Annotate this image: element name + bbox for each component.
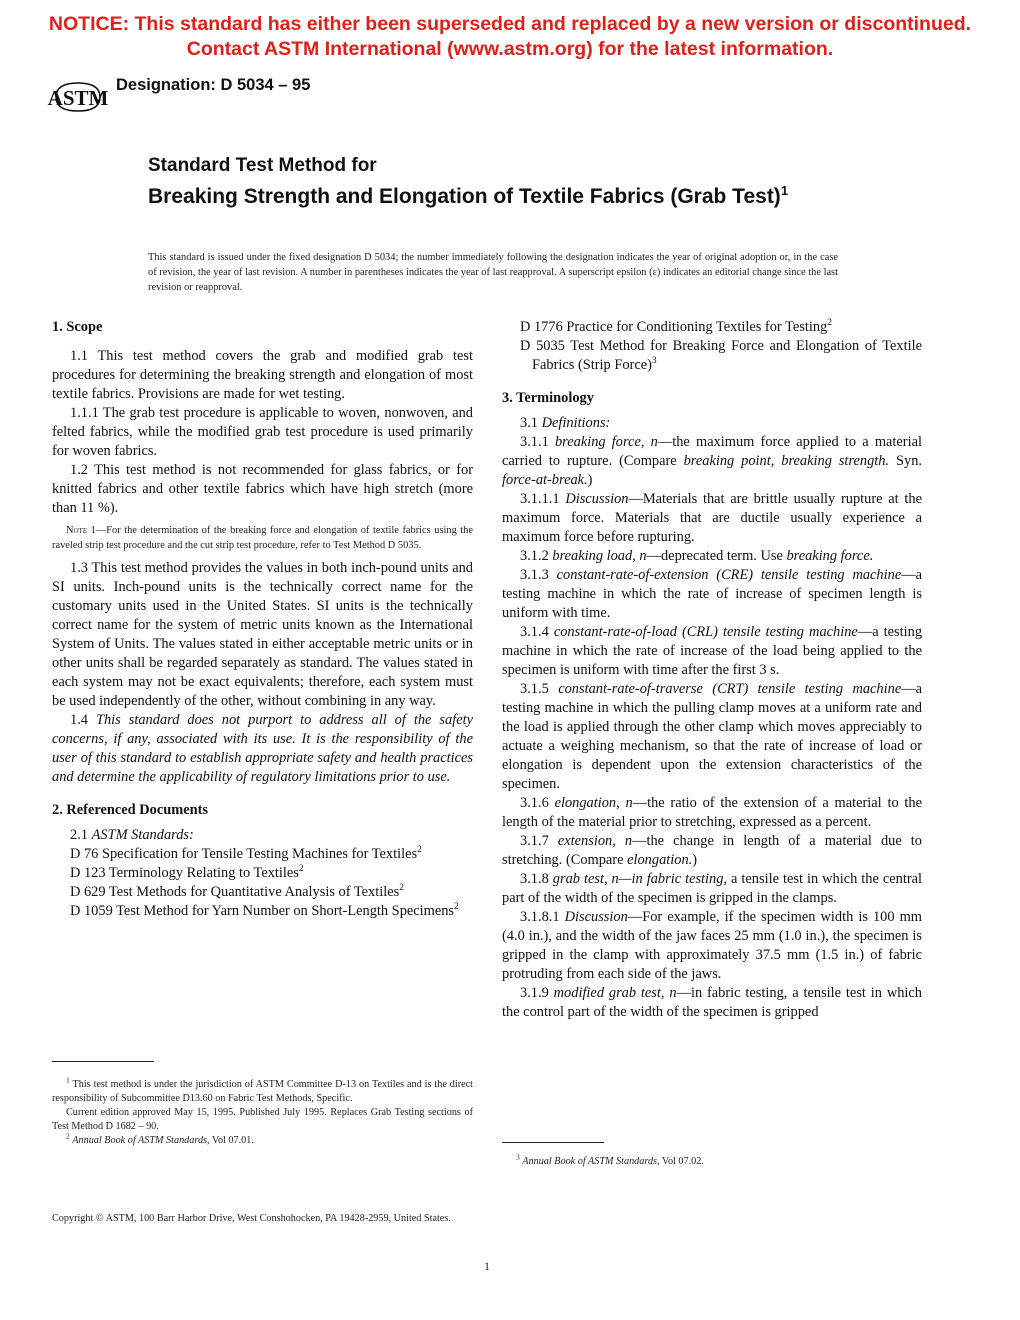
copyright: Copyright © ASTM, 100 Barr Harbor Drive, West Conshohocken, PA 19428-2959, United States. [52,1213,451,1224]
footnote-divider-right [502,1142,604,1143]
footnotes-left [52,1075,473,1148]
note-label: Note 1 [66,525,96,536]
notice-banner [0,12,1020,62]
section-heading-terminology: 3. Terminology [502,390,594,406]
definition-3-1-1-1: 3.1.1.1 Discussion—Materials that are brittle usually rupture at the maximum force. Materials that are ductile usually experience a maximum force before rupturing. [502,491,922,545]
title-main: Breaking Strength and Elongation of Textile Fabrics (Grab Test) [148,185,781,208]
logo-text: ASTM [47,86,109,110]
definition-3-1: 3.1 Definitions: [520,415,611,431]
title-footnote-ref: 1 [780,183,789,198]
definition-3-1-3: 3.1.3 constant-rate-of-extension (CRE) tensile testing machine—a testing machine in which the rate of increase of specimen length is uniform with time. [502,567,922,621]
footnote-1-edition: Current edition approved May 15, 1995. Published July 1995. Replaces Grab Testing sections of Test Method D 1682 – 90. [52,1107,473,1132]
definition-3-1-8: 3.1.8 grab test, n—in fabric testing, a tensile test in which the central part of the width of the specimen is gripped in the clamps. [502,871,923,906]
note-1 [52,523,473,553]
notice-line-1: NOTICE: This standard has either been superseded and replaced by a new version or discontinued. [48,13,972,35]
footnote-divider-left [52,1061,154,1062]
definition-3-1-1: 3.1.1 breaking force, n—the maximum force applied to a material carried to rupture. (Compare breaking point, breaking strength. Syn. force-at-break.) [502,434,923,488]
note-text: —For the determination of the breaking force and elongation of textile fabrics using the raveled strip test procedure and the cut strip test procedure, refer to Test Method D 5035. [52,525,473,551]
title-line-1: Standard Test Method for [148,155,377,176]
reference-item: D 1059 Test Method for Yarn Number on Short-Length Specimens$^2$ [70,902,459,919]
footnote-3: $^3$ Annual Book of ASTM Standards, Vol 07.02. [516,1152,704,1167]
issuance-note: This standard is issued under the fixed designation D 5034; the number immediately following the designation indicates the year of original adoption or, in the case of revision, the year of last revision. A number in parentheses indicates the year of last reapproval. A superscript epsilon (ε) indicates an editorial change since the last revision or reapproval. [148,252,838,293]
footnote-2: $^2$ Annual Book of ASTM Standards, Vol 07.01. [66,1131,254,1146]
section-heading-scope: 1. Scope [52,319,103,335]
paragraph-1-2: 1.2 This test method is not recommended for glass fabrics, or for knitted fabrics and other textile fabrics which have high stretch (more than 11 %). [52,462,473,516]
reference-item: D 5035 Test Method for Breaking Force and Elongation of Textile Fabrics (Strip Force)$^3$ [520,338,922,373]
section-heading-referenced-documents: 2. Referenced Documents [52,802,208,818]
definition-3-1-8-1: 3.1.8.1 Discussion—For example, if the specimen width is 100 mm (4.0 in.), and the width of the jaw faces 25 mm (1.0 in.), the specimen is gripped in the clamp with approximately 37.5 mm (1.5 in.) of fabric protruding from each side of the jaws. [502,909,922,982]
designation: Designation: D 5034 – 95 [116,76,311,94]
title-line-2 [148,178,848,210]
definition-3-1-9: 3.1.9 modified grab test, n—in fabric testing, a tensile test in which the control part of the width of the specimen is gripped [502,985,922,1020]
paragraph-1-3: 1.3 This test method provides the values in both inch-pound units and SI units. Inch-pound units is the technically correct name for the customary units used in the United States. SI units is the technically correct name for the system of metric units known as the International System of Units. The values stated in either acceptable metric units or in other units shall be regarded separately as standard. The values stated in each system may not be exact equivalents; therefore, each system must be used independently of the other, without combining in any way. [52,560,473,709]
definition-3-1-6: 3.1.6 elongation, n—the ratio of the extension of a material to the length of the material prior to stretching, expressed as a percent. [502,795,922,830]
notice-line-2: Contact ASTM International (www.astm.org) for the latest information. [186,38,834,60]
paragraph-2-1: 2.1 ASTM Standards: [70,827,194,843]
reference-item: D 76 Specification for Tensile Testing Machines for Textiles$^2$ [70,845,422,862]
definition-3-1-4: 3.1.4 constant-rate-of-load (CRL) tensile testing machine—a testing machine in which the rate of increase of the load being applied to the specimen is uniform with time after the first 3 s. [502,624,923,678]
document-title [148,154,848,210]
right-column [502,318,922,1022]
definition-3-1-2: 3.1.2 breaking load, n—deprecated term. Use breaking force. [520,548,874,564]
left-column [52,318,473,921]
paragraph-1-4: 1.4 This standard does not purport to address all of the safety concerns, if any, associated with its use. It is the responsibility of the user of this standard to establish appropriate safety and health practices and determine the applicability of regulatory limitations prior to use. [52,712,473,785]
astm-logo-icon [47,80,109,114]
footnotes-right [502,1152,922,1169]
footnote-1: $^1$ This test method is under the jurisdiction of ASTM Committee D-13 on Textiles and is the direct responsibility of Subcommittee D13.60 on Fabric Test Methods, Specific. [52,1075,473,1104]
paragraph-1-1: 1.1 This test method covers the grab and modified grab test procedures for determining the breaking strength and elongation of most textile fabrics. Provisions are made for wet testing. [52,348,473,402]
definition-3-1-7: 3.1.7 extension, n—the change in length of a material due to stretching. (Compare elongation.) [502,833,922,868]
reference-item: D 123 Terminology Relating to Textiles$^2$ [70,864,304,881]
definition-3-1-5: 3.1.5 constant-rate-of-traverse (CRT) tensile testing machine—a testing machine in which the pulling clamp moves at a uniform rate and the load is applied through the other clamp which moves appreciably to actuate a weighing mechanism, so that the rate of increase of load or elongation is dependent upon the extension characteristics of the specimen. [502,681,922,792]
reference-item: D 629 Test Methods for Quantitative Analysis of Textiles$^2$ [70,883,404,900]
reference-item: D 1776 Practice for Conditioning Textiles for Testing$^2$ [520,318,832,335]
page-number: 1 [484,1259,490,1273]
paragraph-1-1-1: 1.1.1 The grab test procedure is applicable to woven, nonwoven, and felted fabrics, while the modified grab test procedure is used primarily for woven fabrics. [52,405,473,459]
